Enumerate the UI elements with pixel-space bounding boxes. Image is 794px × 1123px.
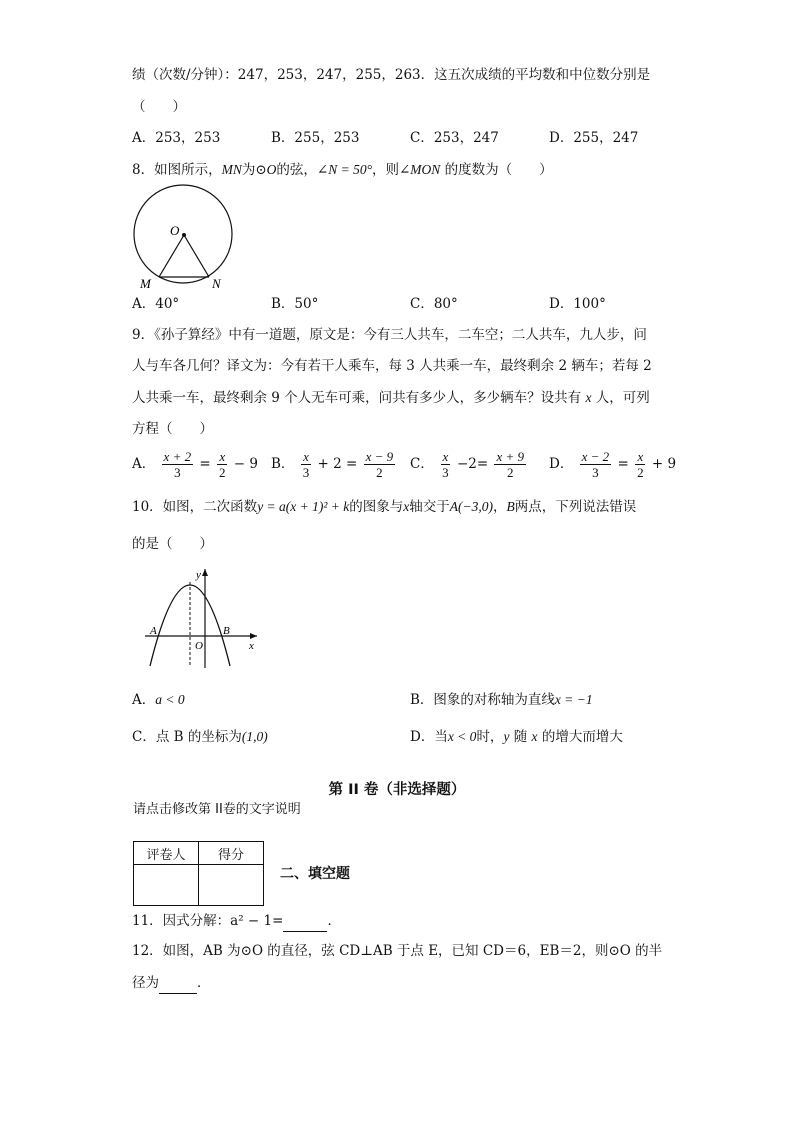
center-point xyxy=(182,233,186,237)
label-n: N xyxy=(212,276,221,291)
score-cell[interactable] xyxy=(199,865,264,906)
q9-option-a[interactable]: A． $\frac{x + 2}{3}$ = $\frac{x}{2}$ − 9 xyxy=(132,449,258,480)
q8-option-d[interactable]: D．100° xyxy=(549,296,606,312)
label-o: O xyxy=(170,223,180,238)
label-y: y xyxy=(196,569,201,581)
radius-on xyxy=(184,235,209,277)
label-b: B xyxy=(223,625,230,637)
part-two-note[interactable]: 请点击修改第 II卷的文字说明 xyxy=(133,802,301,817)
q10-option-d[interactable]: D．当x < 0时，y 随 x 的增大而增大 xyxy=(410,729,623,745)
q12-stem-line-1: 12．如图，AB 为⊙O 的直径，弦 CD⊥AB 于点 E，已知 CD＝6，EB＝2，则⊙O 的半 xyxy=(132,943,663,959)
q12-stem-line-2: 径为 ． xyxy=(132,973,211,994)
grader-cell[interactable] xyxy=(134,865,199,906)
fraction: $\frac{x - 2}{3}$ xyxy=(581,449,610,480)
radius-om xyxy=(159,235,184,277)
q12-answer-blank[interactable] xyxy=(159,973,197,994)
fill-blank-section-title: 二、填空题 xyxy=(280,866,350,882)
q8-stem: 8．如图所示，MN为⊙O的弦，∠N = 50°，则∠MON 的度数为（ ） xyxy=(132,162,553,178)
q8-option-a[interactable]: A．40° xyxy=(132,296,180,312)
q10-parabola-figure xyxy=(140,566,265,670)
score-header: 得分 xyxy=(199,842,264,865)
q8-circle-figure xyxy=(126,184,242,292)
q9-stem-line-1: 9．《孙子算经》中有一道题，原文是：今有三人共车，二车空；二人共车，九人步，问 xyxy=(132,327,647,343)
q8-option-c[interactable]: C．80° xyxy=(410,296,458,312)
fraction: $\frac{x}{3}$ xyxy=(302,449,310,480)
fraction: $\frac{x}{2}$ xyxy=(637,449,644,480)
grader-header: 评卷人 xyxy=(134,842,199,865)
y-axis-arrow xyxy=(202,569,208,576)
q9-stem-line-3: 人共乘一车，最终剩余 9 个人无车可乘，问共有多少人，多少辆车？设共有 x 人，可列 xyxy=(132,390,650,406)
q11-stem: 11．因式分解：a² − 1= ． xyxy=(132,911,341,932)
q9-option-c[interactable]: C． $\frac{x}{3}$ −2= $\frac{x + 9}{2}$ xyxy=(410,449,524,480)
x-axis-arrow xyxy=(250,633,257,639)
q7-option-b[interactable]: B．255，253 xyxy=(271,130,360,146)
q10-stem-line-1: 10．如图，二次函数y = a(x + 1)² + k的图象与x轴交于A(−3,0)，B两点，下列说法错误 xyxy=(132,499,637,515)
fraction: $\frac{x + 2}{3}$ xyxy=(163,449,192,480)
label-a: A xyxy=(150,625,157,637)
q7-paren: （ ） xyxy=(132,99,186,115)
fraction: $\frac{x + 9}{2}$ xyxy=(496,449,524,480)
grader-score-table xyxy=(133,841,264,906)
q7-option-a[interactable]: A．253，253 xyxy=(132,130,221,146)
q10-option-a[interactable]: A．a < 0 xyxy=(132,692,185,708)
circle-symbol: ⊙ xyxy=(255,162,267,178)
q10-option-c[interactable]: C．点 B 的坐标为(1,0) xyxy=(132,729,268,745)
q9-option-d[interactable]: D． $\frac{x - 2}{3}$ = $\frac{x}{2}$ + 9 xyxy=(549,449,677,480)
q7-option-c[interactable]: C．253，247 xyxy=(410,130,499,146)
q9-stem-line-4: 方程（ ） xyxy=(132,421,213,437)
q10-stem-line-2: 的是（ ） xyxy=(132,536,213,552)
q9-option-b[interactable]: B． $\frac{x}{3}$ + 2 = $\frac{x - 9}{2}$ xyxy=(271,449,394,480)
q7-option-d[interactable]: D．255，247 xyxy=(549,130,639,146)
label-origin: O xyxy=(195,640,203,652)
fraction: $\frac{x}{3}$ xyxy=(442,449,449,480)
q9-stem-line-2: 人与车各几何？译文为：今有若干人乘车，每 3 人共乘一车，最终剩余 2 辆车；若每 2 xyxy=(132,358,652,374)
label-x: x xyxy=(249,640,254,652)
q8-option-b[interactable]: B．50° xyxy=(271,296,319,312)
label-m: M xyxy=(140,276,151,291)
fraction: $\frac{x - 9}{2}$ xyxy=(365,449,394,480)
q11-answer-blank[interactable] xyxy=(283,911,327,932)
part-two-title: 第 II 卷（非选择题） xyxy=(328,782,466,798)
q10-option-b[interactable]: B．图象的对称轴为直线x = −1 xyxy=(410,692,593,708)
fraction: $\frac{x}{2}$ xyxy=(219,449,226,480)
q7-stem-line: 绩（次数/分钟）：247，253，247，255，263．这五次成绩的平均数和中位数分别是 xyxy=(132,67,651,83)
